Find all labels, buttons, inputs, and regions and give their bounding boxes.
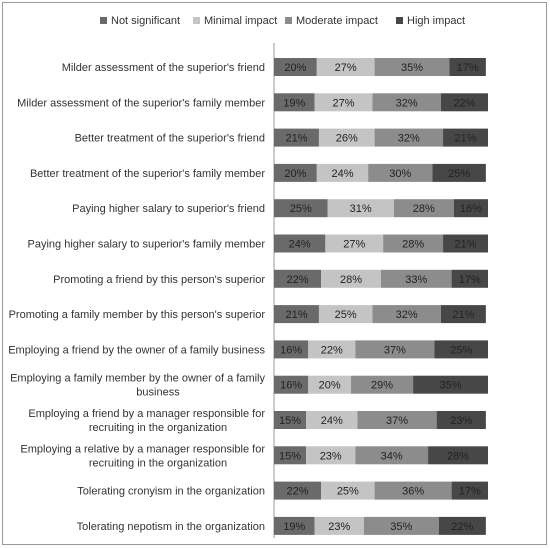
data-label-high-impact-row-8: 21% [452,309,475,322]
category-label-1: Milder assessment of the superior's friend [61,62,265,74]
category-label-12-line-1: Employing a relative by a manager responsible for [20,443,265,456]
data-label-high-impact-row-12: 28% [447,450,470,463]
category-label-12-line-2: recruiting in the organization [88,457,228,470]
legend-swatch-high-impact [396,17,403,24]
data-label-not-significant-row-5: 25% [289,203,312,216]
data-label-moderate-impact-row-5: 28% [412,203,435,216]
data-label-moderate-impact-row-12: 34% [380,450,403,463]
category-label-10-line-1: Employing a family member by the owner of a family [10,372,265,385]
legend-label-high-impact: High impact [407,15,466,27]
legend-swatch-minimal-impact [193,17,200,24]
data-label-minimal-impact-row-6: 27% [343,238,366,251]
data-label-not-significant-row-1: 20% [284,62,307,74]
data-label-high-impact-row-2: 22% [453,97,476,110]
data-label-minimal-impact-row-7: 28% [340,273,363,286]
data-label-moderate-impact-row-11: 37% [386,415,409,427]
stacked-bar-chart [3,3,548,546]
category-label-7: Promoting a friend by this person's superior [53,273,265,286]
data-label-not-significant-row-10: 16% [280,379,303,392]
data-label-moderate-impact-row-4: 30% [389,167,412,180]
data-label-high-impact-row-13: 17% [458,485,481,498]
data-label-moderate-impact-row-2: 32% [395,97,418,110]
data-label-moderate-impact-row-13: 36% [402,485,425,498]
data-label-not-significant-row-4: 20% [284,167,307,180]
data-label-not-significant-row-6: 24% [288,238,311,251]
legend-label-not-significant: Not significant [111,15,181,27]
legend-swatch-not-significant [100,17,107,24]
data-label-minimal-impact-row-8: 25% [334,309,357,322]
data-label-moderate-impact-row-10: 29% [371,379,394,392]
data-label-moderate-impact-row-1: 35% [401,62,424,74]
data-label-high-impact-row-11: 23% [450,415,473,427]
data-label-minimal-impact-row-12: 23% [319,450,342,463]
data-label-high-impact-row-3: 21% [454,132,477,145]
data-label-moderate-impact-row-7: 33% [405,273,428,286]
category-label-8: Promoting a family member by this person's superior [8,309,265,322]
category-label-6: Paying higher salary to superior's family member [27,238,265,251]
data-label-not-significant-row-3: 21% [285,132,308,145]
data-label-minimal-impact-row-11: 24% [320,415,343,427]
data-label-high-impact-row-9: 25% [450,344,473,357]
legend-label-minimal-impact: Minimal impact [204,15,278,27]
data-label-high-impact-row-14: 22% [451,520,474,533]
data-label-not-significant-row-13: 22% [286,485,309,498]
category-label-4: Better treatment of the superior's family member [29,167,265,180]
category-label-13: Tolerating cronyism in the organization [77,485,265,498]
data-label-high-impact-row-1: 17% [456,62,479,74]
data-label-not-significant-row-14: 19% [283,520,306,533]
data-label-minimal-impact-row-3: 26% [335,132,358,145]
data-label-minimal-impact-row-4: 24% [331,167,354,180]
data-label-minimal-impact-row-1: 27% [334,62,357,74]
data-label-minimal-impact-row-9: 22% [320,344,343,357]
data-label-minimal-impact-row-10: 20% [318,379,341,392]
category-label-3: Better treatment of the superior's friend [74,132,265,145]
data-label-high-impact-row-7: 17% [458,273,481,286]
data-label-not-significant-row-7: 22% [286,273,309,286]
data-label-not-significant-row-8: 21% [285,309,308,322]
data-label-not-significant-row-2: 19% [283,97,306,110]
data-label-minimal-impact-row-14: 23% [328,520,351,533]
data-label-minimal-impact-row-13: 25% [336,485,359,498]
data-label-minimal-impact-row-2: 27% [332,97,355,110]
category-label-10-line-2: business [136,386,180,399]
data-label-high-impact-row-4: 25% [448,167,471,180]
data-label-high-impact-row-6: 21% [454,238,477,251]
chart-frame [2,2,547,545]
category-label-14: Tolerating nepotism in the organization [76,520,265,533]
category-label-9: Employing a friend by the owner of a family business [8,344,265,357]
category-label-2: Milder assessment of the superior's family member [17,97,265,110]
data-label-minimal-impact-row-5: 31% [349,203,372,216]
data-label-moderate-impact-row-3: 32% [397,132,420,145]
legend-swatch-moderate-impact [285,17,292,24]
legend-label-moderate-impact: Moderate impact [296,15,378,27]
category-label-11-line-1: Employing a friend by a manager responsible for [28,408,265,420]
data-label-moderate-impact-row-6: 28% [402,238,425,251]
data-label-moderate-impact-row-8: 32% [395,309,418,322]
data-label-moderate-impact-row-9: 37% [383,344,406,357]
data-label-high-impact-row-5: 16% [459,203,482,216]
category-label-11-line-2: recruiting in the organization [88,422,228,434]
data-label-high-impact-row-10: 35% [439,379,462,392]
data-label-not-significant-row-12: 15% [279,450,302,463]
data-label-moderate-impact-row-14: 35% [390,520,413,533]
data-label-not-significant-row-11: 15% [279,415,302,427]
category-label-5: Paying higher salary to superior's friend [72,203,265,216]
data-label-not-significant-row-9: 16% [280,344,303,357]
